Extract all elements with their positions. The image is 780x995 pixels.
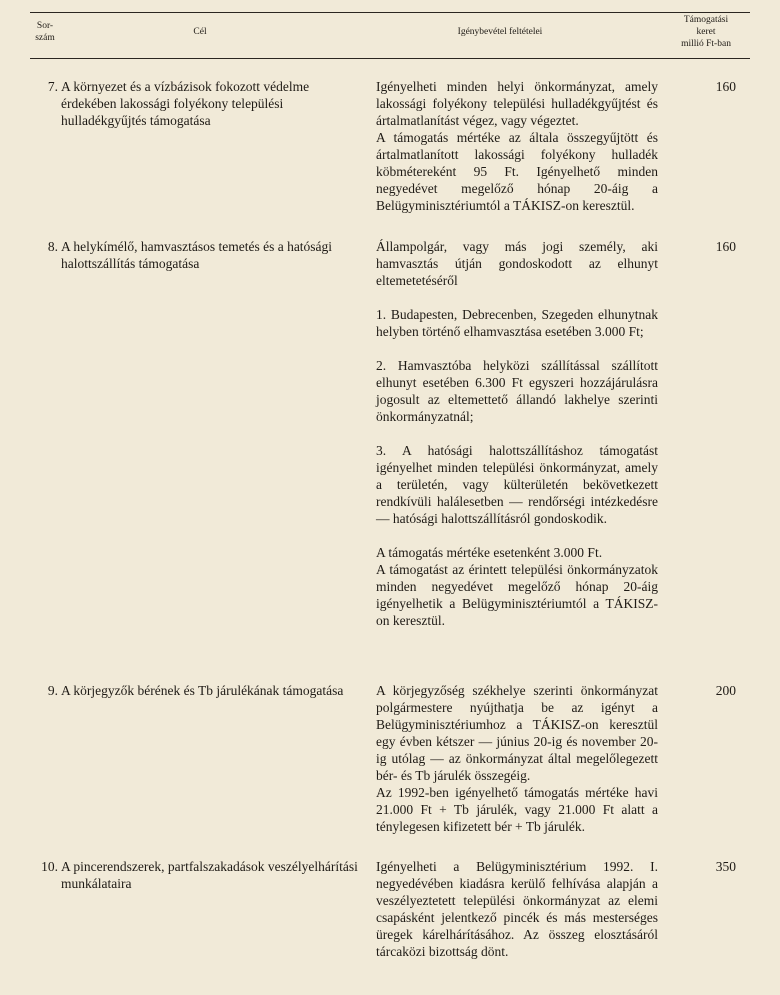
row-conditions [376,78,658,214]
header-amount: Támogatási keret millió Ft-ban [681,15,731,49]
condition-paragraph: 1. Budapesten, Debrecenben, Szegeden elhunytnak helyben történő elhamvasztása esetében 3.000 Ft; [376,307,658,339]
header-top-rule [30,12,750,13]
row-conditions [376,238,658,629]
row-amount: 160 [715,79,736,94]
row-number: 7. [47,79,58,94]
condition-paragraph: Az 1992-ben igényelhető támogatás mértéke havi 21.000 Ft + Tb járulék, vagy 21.000 Ft alatt a ténylegesen kifizetett bér + Tb járulék. [376,785,658,834]
row-goal: A körjegyzők bérének és Tb járulékának támogatása [61,683,344,698]
condition-paragraph: A támogatás mértéke az általa összegyűjtött és ártalmatlanított lakossági folyékony hulladék köbmétereként 95 Ft. Igényelhető minden negyedévet megelőző hónap 20-áig a Belügyminisztériumtól a TÁKISZ-on keresztül. [376,130,658,213]
row-number: 10. [41,859,58,874]
row-amount: 200 [715,683,736,698]
row-conditions [376,682,658,835]
condition-paragraph: 3. A hatósági halottszállításhoz támogatást igényelhet minden települési önkormányzat, amely a területén, vagy külterületén bekövetkezett rendkívüli halálesetben — rendőrségi intézkedésre — hatósági halottszállításról gondoskodik. [376,443,658,526]
row-goal: A helykímélő, hamvasztásos temetés és a hatósági halottszállítás támogatása [61,239,333,271]
row-conditions [376,858,658,960]
condition-paragraph: Állampolgár, vagy más jogi személy, aki hamvasztás útján gondoskodott az elhunyt eltemetetéséről [376,239,658,288]
condition-paragraph: Igényelheti minden helyi önkormányzat, amely lakossági folyékony települési hulladékgyűjtést és ártalmatlanítást végez, vagy végeztet. [376,79,658,128]
row-amount: 350 [715,859,736,874]
row-amount: 160 [715,239,736,254]
header-serial-number: Sor- szám [35,21,55,43]
header-bottom-rule [30,58,750,59]
row-goal: A pincerendszerek, partfalszakadások veszélyelhárítási munkálataira [61,859,358,891]
header-goal: Cél [193,27,207,37]
condition-paragraph: A támogatást az érintett települési önkormányzatok minden negyedévet megelőző hónap 20-áig igényelhetik a Belügyminisztériumtól a TÁKISZ-on keresztül. [376,562,658,628]
condition-paragraph: A támogatás mértéke esetenként 3.000 Ft. [376,545,603,560]
row-number: 8. [47,239,58,254]
header-conditions: Igénybevétel feltételei [457,27,543,37]
condition-paragraph: 2. Hamvasztóba helyközi szállítással szállított elhunyt esetében 6.300 Ft egyszeri hozzájárulásra jogosult az eltemettető állandó lakhelye szerinti önkormányzatnál; [376,358,658,424]
condition-paragraph: Igényelheti a Belügyminisztérium 1992. I. negyedévében kiadásra kerülő felhívása alapján a veszélyeztetett települési önkormányzat az elemi csapásként jelentkező pincék és más mesterséges üregek kárelhárításához. Az összeg elosztásáról tárcaközi bizottság dönt. [376,859,658,959]
row-goal: A környezet és a vízbázisok fokozott védelme érdekében lakossági folyékony települési hulladékgyűjtés támogatása [61,79,310,128]
row-number: 9. [47,683,58,698]
condition-paragraph: A körjegyzőség székhelye szerinti önkormányzat polgármestere nyújthatja be az igényt a Belügyminisztériumhoz a TÁKISZ-on keresztül egy évben kétszer — június 20-ig és november 20-ig utólag — az önkormányzat által megelőlegezett bér- és Tb járulék összegéig. [376,683,658,783]
